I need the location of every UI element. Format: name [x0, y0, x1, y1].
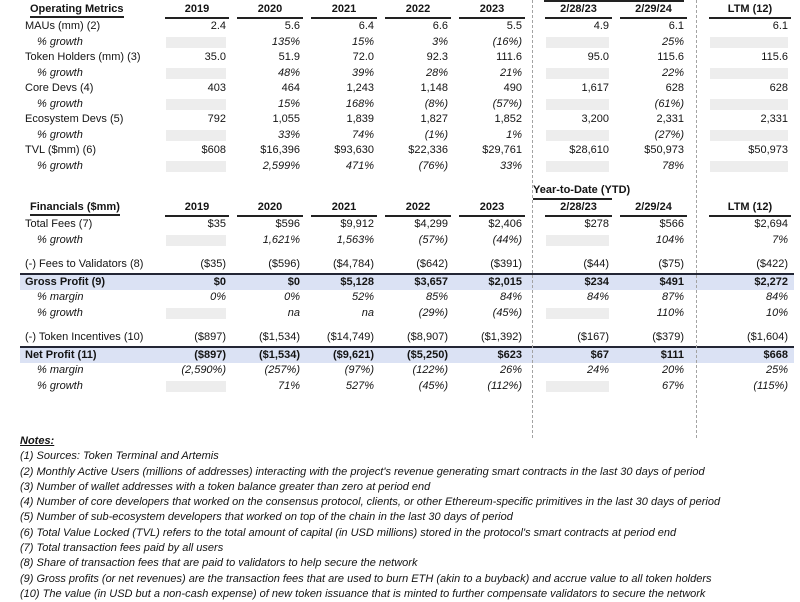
cell-value: ($5,250) [380, 347, 454, 364]
cell-value: na [361, 306, 374, 319]
spacer-cell [690, 81, 704, 97]
cell-value: 110% [656, 306, 684, 319]
row-label: Gross Profit (9) [20, 274, 160, 291]
cell-value: ($379) [652, 331, 684, 343]
cell-value: 403 [207, 82, 226, 94]
row-label: MAUs (mm) (2) [25, 20, 101, 32]
column-header: 2023 [454, 200, 528, 217]
cell-value: 35.0 [204, 51, 226, 63]
cell-value: ($422) [756, 258, 788, 270]
row-label: % growth [37, 128, 83, 141]
spacer-cell [690, 347, 704, 364]
note-item: (6) Total Value Locked (TVL) refers to the total amount of capital (in USD millions) stored in the protocol's smart contracts at period end [20, 526, 677, 539]
spacer-cell [690, 217, 704, 233]
cell-value: (112%) [487, 379, 522, 392]
spacer-cell [690, 274, 704, 291]
cell-value: (97%) [344, 364, 374, 376]
cell-value: (257%) [264, 364, 300, 376]
cell-shaded-empty [540, 379, 615, 395]
spacer-cell [528, 233, 540, 249]
cell-shaded-empty [704, 128, 794, 144]
cell-value: 28% [425, 66, 448, 79]
financials-header [20, 181, 794, 217]
cell-value: $29,761 [482, 144, 522, 156]
cell-value: ($167) [577, 331, 609, 343]
spacer-cell [690, 97, 704, 113]
row-label: % growth [37, 233, 83, 246]
spacer-cell [690, 19, 704, 35]
financial-summary-sheet [20, 2, 796, 394]
spacer-cell [690, 257, 704, 274]
row-label: % margin [37, 291, 84, 303]
cell-value: (122%) [412, 364, 448, 376]
cell-value: 628 [769, 82, 788, 94]
column-header: 2020 [232, 2, 306, 19]
cell-value: $5,128 [306, 274, 380, 291]
cell-value: ($4,784) [333, 258, 374, 270]
spacer-cell [528, 97, 540, 113]
dashed-column-separator [696, 0, 697, 438]
cell-shaded-empty [704, 159, 794, 175]
cell-value: 0% [284, 291, 300, 303]
cell-value: ($14,749) [326, 331, 374, 343]
cell-shaded-empty [160, 128, 232, 144]
cell-value: $608 [201, 144, 226, 156]
cell-value: ($1,392) [481, 331, 522, 343]
cell-value: $2,406 [488, 218, 522, 230]
cell-value: na [287, 306, 300, 319]
cell-value: $93,630 [334, 144, 374, 156]
cell-value: $22,336 [408, 144, 448, 156]
cell-value: $668 [704, 347, 794, 364]
cell-value: (16%) [492, 35, 522, 48]
cell-value: 104% [655, 233, 684, 246]
cell-value: 71% [277, 379, 300, 392]
cell-value: 95.0 [587, 51, 609, 63]
cell-value: 10% [765, 306, 788, 319]
cell-value: 92.3 [426, 51, 448, 63]
row-label: Token Holders (mm) (3) [25, 51, 141, 63]
cell-value: (45%) [418, 379, 448, 392]
row-label: Net Profit (11) [20, 347, 160, 364]
section-title-financials: Financials ($mm) [20, 200, 160, 217]
row-label: % growth [37, 306, 83, 319]
cell-shaded-empty [540, 66, 615, 82]
cell-value: 6.1 [772, 20, 788, 32]
cell-value: $2,272 [704, 274, 794, 291]
cell-value: 1,148 [420, 82, 448, 94]
cell-shaded-empty [704, 35, 794, 51]
dashed-column-separator [532, 0, 533, 438]
column-header: 2022 [380, 200, 454, 217]
cell-value: 51.9 [278, 51, 300, 63]
cell-value: 25% [765, 364, 788, 376]
spacer-cell [690, 143, 704, 159]
spacer-cell [528, 290, 540, 306]
column-header: 2019 [160, 2, 232, 19]
cell-value: 33% [499, 159, 522, 172]
cell-value: (44%) [492, 233, 522, 246]
row-label: Total Fees (7) [25, 218, 93, 230]
cell-value: $566 [659, 218, 684, 230]
spacer-cell [690, 233, 704, 249]
cell-value: 527% [345, 379, 374, 392]
spacer-cell [690, 2, 704, 19]
cell-value: (2,590%) [181, 364, 226, 376]
cell-value: 1,055 [272, 113, 300, 125]
cell-value: ($44) [583, 258, 609, 270]
cell-value: 85% [425, 291, 448, 303]
cell-value: 115.6 [761, 51, 788, 63]
spacer-cell [528, 306, 540, 322]
cell-value: 15% [277, 97, 300, 110]
column-header: 2/29/24 [615, 200, 690, 217]
cell-value: (29%) [418, 306, 448, 319]
spacer-cell [528, 143, 540, 159]
cell-value: ($35) [200, 258, 226, 270]
cell-value: $35 [207, 218, 226, 230]
spacer-cell [690, 50, 704, 66]
cell-shaded-empty [160, 379, 232, 395]
spacer-cell [528, 217, 540, 233]
spacer-cell [690, 290, 704, 306]
cell-value: 2,331 [760, 113, 788, 125]
cell-value: ($1,534) [232, 347, 306, 364]
notes-section [20, 434, 792, 602]
cell-value: $9,912 [340, 218, 374, 230]
cell-value: 1,621% [262, 233, 300, 246]
cell-value: $50,973 [644, 144, 684, 156]
row-gap [20, 321, 794, 330]
cell-value: $28,610 [569, 144, 609, 156]
cell-value: $16,396 [260, 144, 300, 156]
cell-value: (57%) [492, 97, 522, 110]
operating-metrics-table [20, 2, 794, 174]
spacer-cell [690, 181, 704, 200]
note-item: (3) Number of wallet addresses with a token balance greater than zero at period end [20, 480, 431, 493]
row-label: % growth [37, 379, 83, 392]
cell-value: 111.6 [496, 51, 522, 63]
cell-value: 2,331 [656, 113, 684, 125]
cell-value: 33% [277, 128, 300, 141]
cell-value: ($75) [658, 258, 684, 270]
spacer-cell [690, 159, 704, 175]
spacer-cell [528, 274, 540, 291]
cell-value: ($9,621) [306, 347, 380, 364]
cell-value: 1,617 [581, 82, 609, 94]
column-header: 2/28/23 [540, 200, 615, 217]
cell-value: 1,243 [346, 82, 374, 94]
cell-value: ($391) [490, 258, 522, 270]
cell-value: 1% [506, 128, 522, 141]
cell-value: 0% [210, 291, 226, 303]
cell-value: (61%) [654, 97, 684, 110]
cell-value: ($596) [268, 258, 300, 270]
note-item: (4) Number of core developers that worked on the consensus protocol, clients, or other Ethereum-specific primitives in the last 30 days of period [20, 496, 721, 509]
cell-value: 20% [661, 364, 684, 376]
cell-value: 6.1 [668, 20, 684, 32]
cell-value: 26% [499, 364, 522, 376]
cell-value: $234 [540, 274, 615, 291]
cell-value: (1%) [424, 128, 448, 141]
cell-value: 490 [503, 82, 522, 94]
financials-body [20, 217, 794, 394]
cell-shaded-empty [160, 97, 232, 113]
cell-value: $50,973 [748, 144, 788, 156]
column-header: LTM (12) [704, 200, 794, 217]
spacer-cell [528, 81, 540, 97]
cell-shaded-empty [160, 159, 232, 175]
cell-value: $0 [160, 274, 232, 291]
note-item: (5) Number of sub-ecosystem developers that worked on top of the chain in the last 30 days of period [20, 511, 513, 524]
cell-value: 2.4 [210, 20, 226, 32]
spacer-cell [528, 363, 540, 379]
cell-value: $67 [540, 347, 615, 364]
cell-value: 25% [661, 35, 684, 48]
spacer-cell [528, 19, 540, 35]
cell-value: 84% [765, 291, 788, 303]
cell-value: (8%) [424, 97, 448, 110]
cell-shaded-empty [704, 66, 794, 82]
row-label: Ecosystem Devs (5) [25, 113, 124, 125]
operating-header [20, 2, 794, 19]
row-label: % margin [37, 364, 84, 376]
spacer-cell [690, 379, 704, 395]
spacer-cell [528, 257, 540, 274]
row-label: TVL ($mm) (6) [25, 144, 97, 156]
cell-value: (27%) [654, 128, 684, 141]
cell-value: 21% [499, 66, 522, 79]
cell-value: $4,299 [414, 218, 448, 230]
cell-value: 6.4 [358, 20, 374, 32]
spacer-cell [690, 35, 704, 51]
cell-value: (76%) [418, 159, 448, 172]
cell-value: ($8,907) [407, 331, 448, 343]
note-item: (1) Sources: Token Terminal and Artemis [20, 450, 219, 463]
cell-value: 1,852 [494, 113, 522, 125]
cell-value: ($1,534) [259, 331, 300, 343]
cell-value: 24% [586, 364, 609, 376]
cell-value: 6.6 [432, 20, 448, 32]
note-item: (9) Gross profits (or net revenues) are the transaction fees that are used to burn ETH (akin to a buyback) and accrue value to all token holders [20, 572, 712, 585]
ytd-top-rule-cutoff [544, 0, 684, 2]
cell-value: 78% [661, 159, 684, 172]
notes-title: Notes: [20, 435, 55, 447]
cell-value: 168% [345, 97, 374, 110]
spacer-cell [690, 112, 704, 128]
spacer-cell [528, 50, 540, 66]
cell-value: $596 [275, 218, 300, 230]
note-item: (7) Total transaction fees paid by all users [20, 542, 224, 555]
cell-value: 72.0 [352, 51, 374, 63]
cell-shaded-empty [704, 97, 794, 113]
cell-value: $278 [584, 218, 609, 230]
financials-table [20, 181, 794, 394]
cell-value: 2,599% [262, 159, 300, 172]
cell-shaded-empty [540, 97, 615, 113]
spacer-cell [690, 200, 704, 217]
cell-value: ($1,604) [747, 331, 788, 343]
cell-value: 22% [661, 66, 684, 79]
cell-value: ($642) [416, 258, 448, 270]
cell-value: ($897) [194, 331, 226, 343]
column-header: 2021 [306, 2, 380, 19]
column-header: 2023 [454, 2, 528, 19]
row-label: % growth [37, 97, 83, 110]
ytd-group-header: Year-to-Date (YTD) [528, 181, 615, 200]
column-header: 2020 [232, 200, 306, 217]
spacer-cell [528, 200, 540, 217]
row-label: (-) Fees to Validators (8) [25, 258, 144, 270]
cell-value: $2,694 [754, 218, 788, 230]
cell-value: $111 [615, 347, 690, 364]
spacer-cell [690, 363, 704, 379]
spacer-cell [690, 66, 704, 82]
spacer-cell [528, 35, 540, 51]
column-header: 2/28/23 [540, 2, 615, 19]
note-item: (2) Monthly Active Users (millions of addresses) interacting with the project's revenue generating smart contracts in the last 30 days of period [20, 465, 705, 478]
spacer-cell [528, 379, 540, 395]
cell-value: 792 [207, 113, 226, 125]
notes-list [20, 449, 792, 602]
cell-value: (57%) [418, 233, 448, 246]
row-label: % growth [37, 159, 83, 172]
cell-value: 5.5 [506, 20, 522, 32]
cell-value: (115%) [753, 379, 788, 392]
cell-shaded-empty [540, 128, 615, 144]
cell-shaded-empty [160, 233, 232, 249]
cell-value: 1,827 [420, 113, 448, 125]
spacer-cell [690, 330, 704, 347]
spacer-cell [528, 159, 540, 175]
column-header: 2019 [160, 200, 232, 217]
cell-shaded-empty [160, 66, 232, 82]
cell-shaded-empty [160, 35, 232, 51]
cell-value: ($897) [160, 347, 232, 364]
column-header: LTM (12) [704, 2, 794, 19]
note-item: (10) The value (in USD but a non-cash expense) of new token issuance that is minted to further compensate validators to secure the network [20, 587, 706, 600]
cell-value: 4.9 [593, 20, 609, 32]
spacer-cell [528, 2, 540, 19]
spacer-cell [690, 306, 704, 322]
cell-value: 3,200 [581, 113, 609, 125]
row-label: Core Devs (4) [25, 82, 94, 94]
cell-value: 628 [665, 82, 684, 94]
cell-value: 87% [661, 291, 684, 303]
section-title-operating: Operating Metrics [20, 2, 160, 19]
cell-value: 67% [661, 379, 684, 392]
row-label: (-) Token Incentives (10) [25, 331, 144, 343]
cell-shaded-empty [160, 306, 232, 322]
note-item: (8) Share of transaction fees that are paid to validators to help secure the network [20, 557, 418, 570]
spacer-cell [528, 347, 540, 364]
cell-value: 48% [277, 66, 300, 79]
column-header: 2021 [306, 200, 380, 217]
spacer-cell [528, 112, 540, 128]
row-label: % growth [37, 35, 83, 48]
spacer-cell [528, 128, 540, 144]
spacer-cell [528, 66, 540, 82]
cell-value: 15% [351, 35, 374, 48]
cell-value: 52% [351, 291, 374, 303]
cell-value: 115.6 [657, 51, 684, 63]
cell-value: $2,015 [454, 274, 528, 291]
column-header: 2/29/24 [615, 2, 690, 19]
spacer-cell [690, 128, 704, 144]
cell-shaded-empty [540, 159, 615, 175]
spacer-cell [20, 181, 528, 200]
cell-value: 471% [345, 159, 374, 172]
cell-shaded-empty [540, 233, 615, 249]
cell-value: $623 [454, 347, 528, 364]
cell-value: 84% [586, 291, 609, 303]
column-header: 2022 [380, 2, 454, 19]
cell-value: 1,563% [336, 233, 374, 246]
cell-value: 3% [432, 35, 448, 48]
cell-value: (45%) [492, 306, 522, 319]
cell-value: 84% [499, 291, 522, 303]
row-label: % growth [37, 66, 83, 79]
spacer-cell [528, 330, 540, 347]
cell-value: 135% [271, 35, 300, 48]
cell-value: 74% [351, 128, 374, 141]
cell-value: 464 [281, 82, 300, 94]
operating-body [20, 19, 794, 174]
cell-value: 1,839 [346, 113, 374, 125]
cell-value: 7% [772, 233, 788, 246]
row-gap [20, 248, 794, 257]
cell-value: 5.6 [284, 20, 300, 32]
cell-shaded-empty [540, 306, 615, 322]
cell-value: $0 [232, 274, 306, 291]
cell-shaded-empty [540, 35, 615, 51]
cell-value: $3,657 [380, 274, 454, 291]
cell-value: 39% [351, 66, 374, 79]
cell-value: $491 [615, 274, 690, 291]
